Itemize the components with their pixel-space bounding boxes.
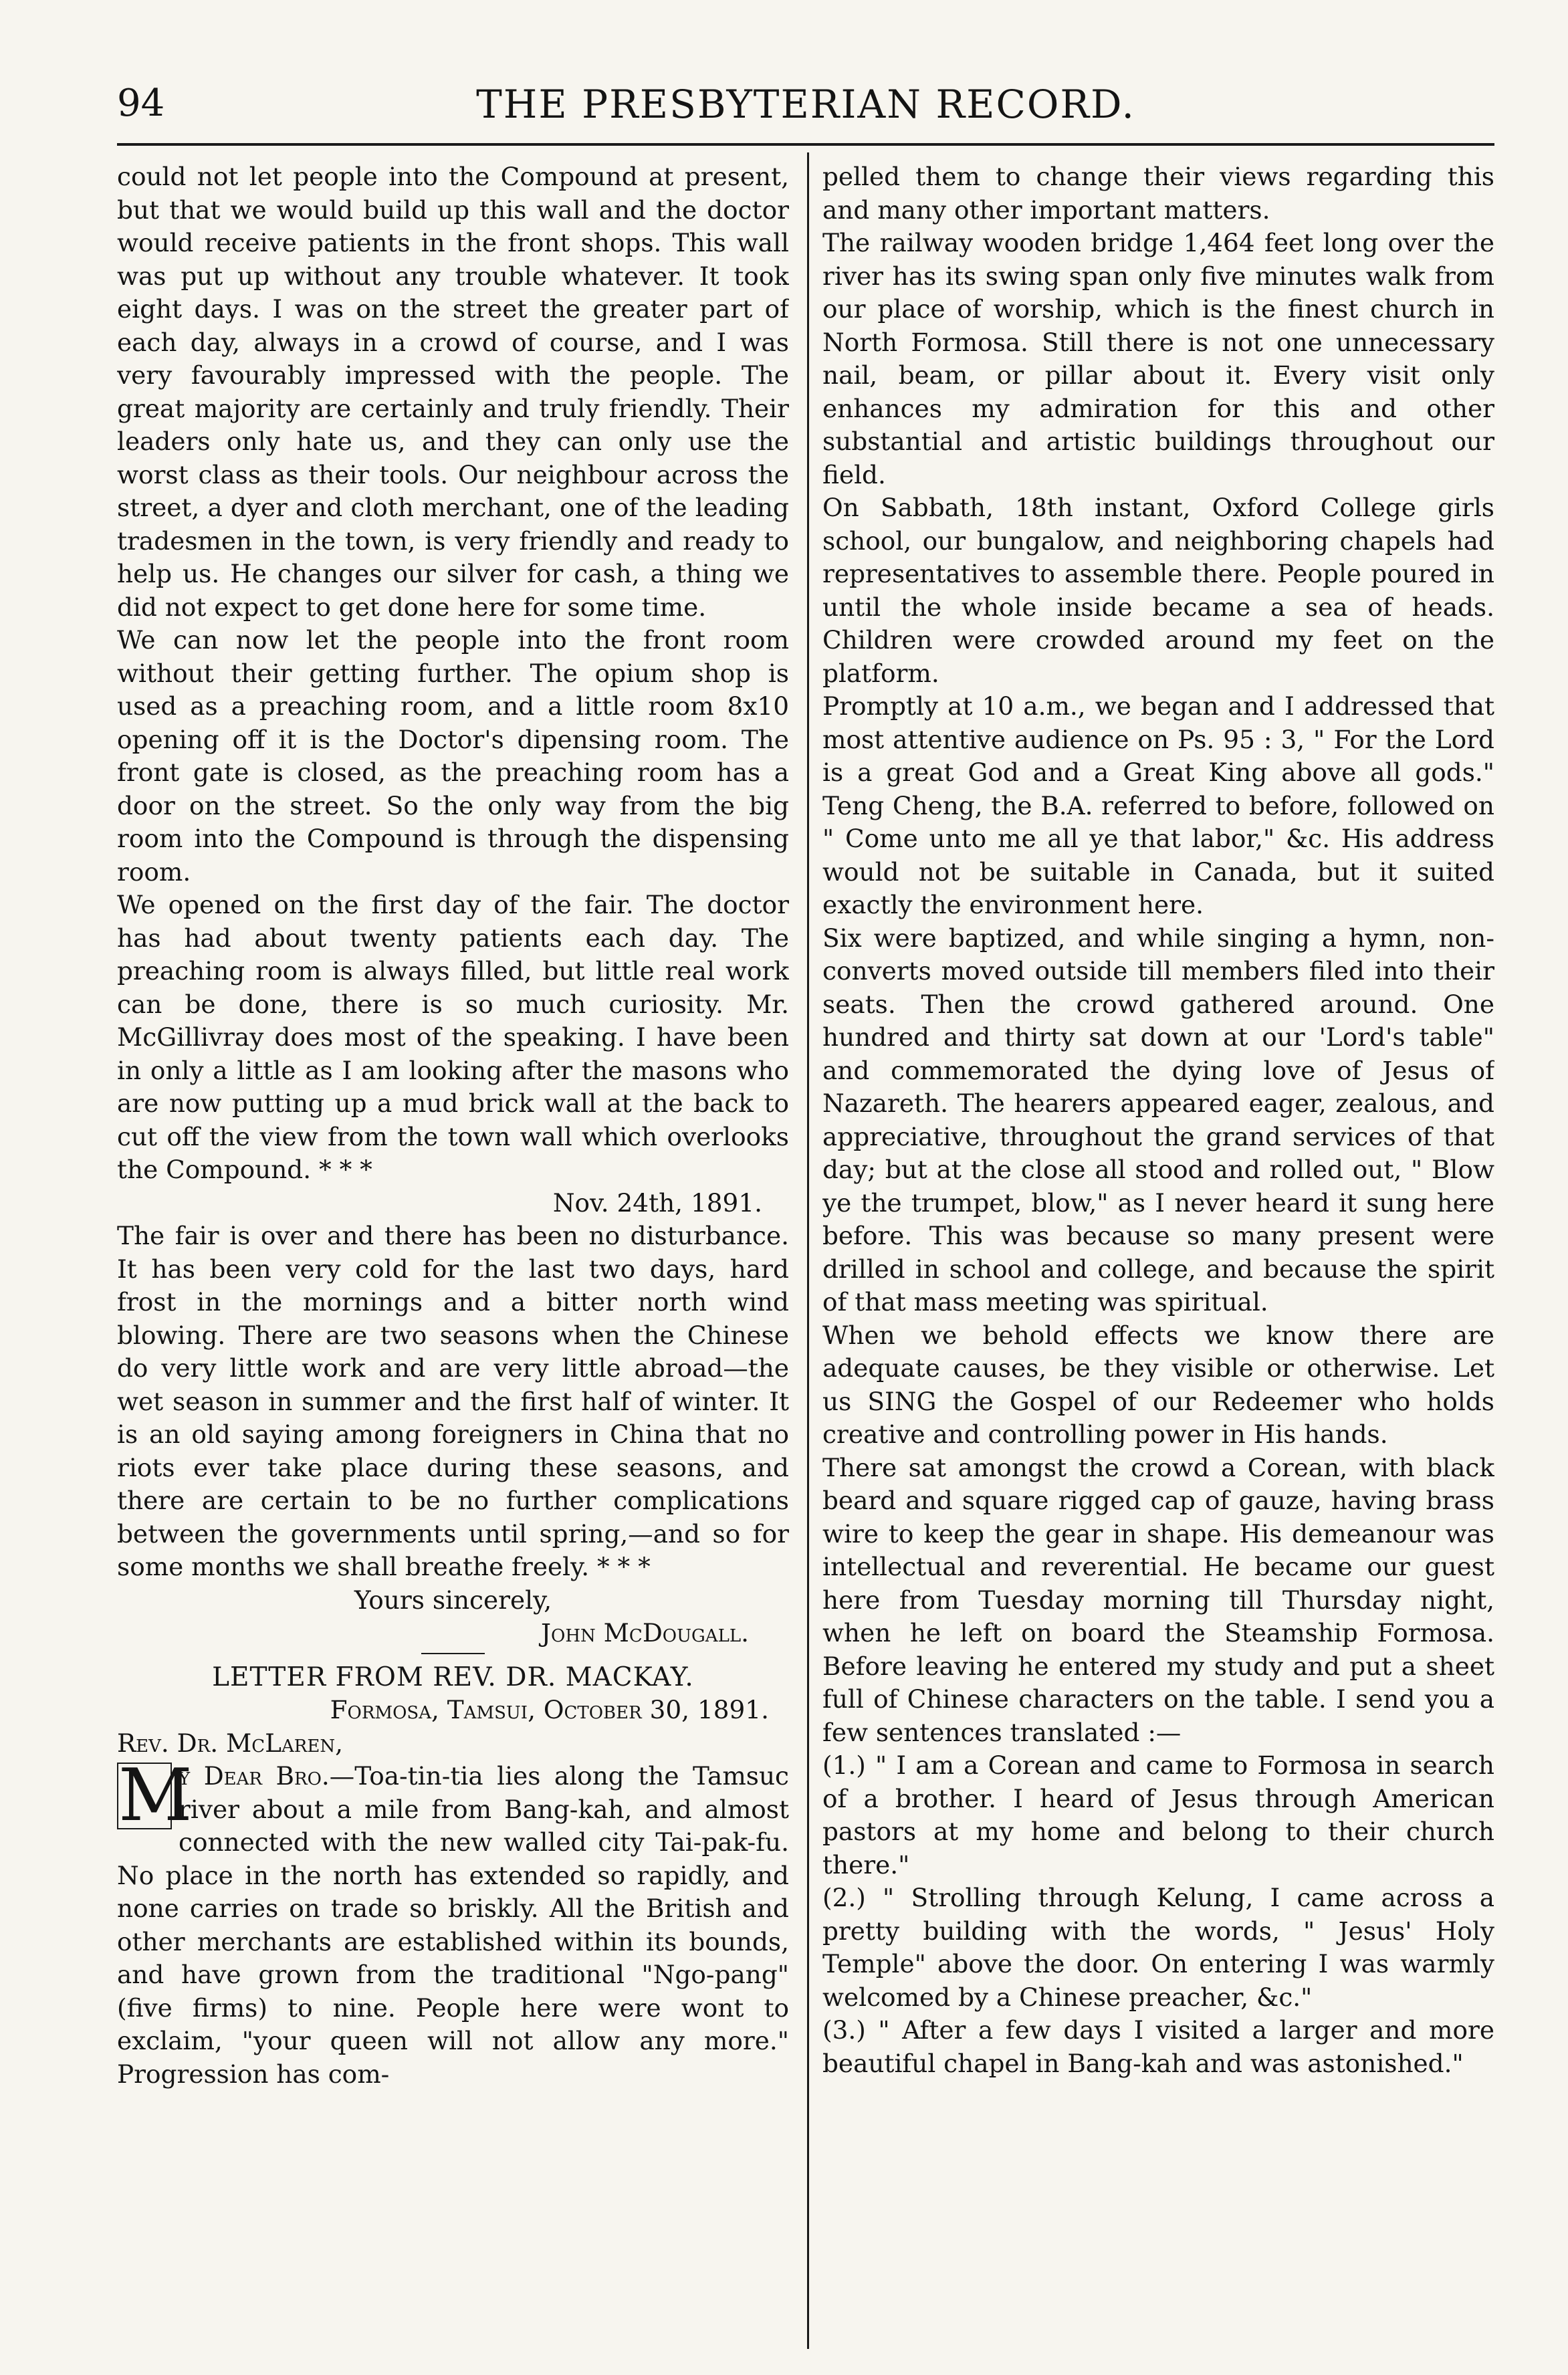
- paragraph-text: Toa-tin-tia lies along the Tamsuc river about a mile from Bang-kah, and almost connected with the new walled city Tai-pak-fu. No place in the north has extended so rapidly, and none carries on trade so briskly. All the British and other merchants are established within its bounds, and have grown from the traditional "Ngo-pang" (five firms) to nine. People here were wont to exclaim, "your queen will not allow any more." Progression has com-: [117, 1761, 789, 2089]
- header-rule: [117, 143, 1494, 146]
- letter-opening-paragraph: [117, 1754, 789, 2091]
- running-title: THE PRESBYTERIAN RECORD.: [476, 82, 1135, 127]
- letter-closing: Yours sincerely,: [354, 1585, 552, 1615]
- addressee-text: Rev. Dr. McLaren,: [117, 1728, 343, 1758]
- numbered-quote: (1.) " I am a Corean and came to Formosa in search of a brother. I heard of Jesus through American pastors at my home and belong to their church there.": [822, 1750, 1494, 1880]
- paragraph: There sat amongst the crowd a Corean, with black beard and square rigged cap of gauze, having brass wire to keep the gear in shape. His demeanour was intellectual and reverential. He became our guest here from Tuesday morning till Thursday night, when he left on board the Steamship Formosa. Before leaving he entered my study and put a sheet full of Chinese characters on the table. I send you a few sentences translated :—: [822, 1452, 1494, 1747]
- paragraph: Promptly at 10 a.m., we began and I addressed that most attentive audience on Ps. 95 : 3, " For the Lord is a great God and a Great King above all gods." Teng Cheng, the B.A. referred to before, followed on " Come unto me all ye that labor," &c. His address would not be suitable in Canada, but it suited exactly the environment here.: [822, 691, 1494, 919]
- page-number: 94: [117, 82, 165, 125]
- paragraph: On Sabbath, 18th instant, Oxford College girls school, our bungalow, and neighboring chapels had representatives to assemble there. People poured in until the whole inside became a sea of heads. Children were crowded around my feet on the platform.: [822, 493, 1494, 688]
- left-column: [117, 160, 789, 2360]
- salutation: y Dear Bro.—: [179, 1761, 355, 1791]
- dateline: Nov. 24th, 1891.: [552, 1188, 762, 1218]
- section-divider: [421, 1653, 485, 1654]
- paragraph: could not let people into the Compound at present, but that we would build up this wall and the doctor would receive patients in the front shops. This wall was put up without any trouble whatever. It took eight days. I was on the street the greater part of each day, always in a crowd of course, and I was very favourably impressed with the people. The great majority are certainly and truly friendly. Their leaders only hate us, and they can only use the worst class as their tools. Our neighbour across the street, a dyer and cloth merchant, one of the leading tradesmen in the town, is very friendly and ready to help us. He changes our silver for cash, a thing we did not expect to get done here for some time.: [117, 162, 789, 622]
- paragraph: pelled them to change their views regarding this and many other important matters.: [822, 162, 1494, 225]
- letter-title: LETTER FROM REV. DR. MACKAY.: [212, 1662, 694, 1692]
- page-header: [117, 64, 1494, 137]
- paragraph: Six were baptized, and while singing a hymn, non-converts moved outside till members filed into their seats. Then the crowd gathered around. One hundred and thirty sat down at our 'Lord's table" and commemorated the dying love of Jesus of Nazareth. The hearers appeared eager, zealous, and appreciative, throughout the grand services of that day; but at the close all stood and rolled out, " Blow ye the trumpet, blow," as I never heard it sung here before. This was because so many present were drilled in school and college, and because the spirit of that mass meeting was spiritual.: [822, 923, 1494, 1317]
- paragraph: We can now let the people into the front room without their getting further. The opium shop is used as a preaching room, and a little room 8x10 opening off it is the Doctor's dipensing room. The front gate is closed, as the preaching room has a door on the street. So the only way from the big room into the Compound is through the dispensing room.: [117, 625, 789, 887]
- paragraph: When we behold effects we know there are adequate causes, be they visible or otherwise. Let us SING the Gospel of our Redeemer who holds creative and controlling power in His hands.: [822, 1320, 1494, 1449]
- paragraph: The railway wooden bridge 1,464 feet long over the river has its swing span only five minutes walk from our place of worship, which is the finest church in North Formosa. Still there is not one unnecessary nail, beam, or pillar about it. Every visit only enhances my admiration for this and other substantial and artistic buildings throughout our field.: [822, 228, 1494, 489]
- letter-place-date: [117, 1694, 789, 1727]
- paragraph: We opened on the first day of the fair. The doctor has had about twenty patients each day. The preaching room is always filled, but little real work can be done, there is so much curiosity. Mr. McGillivray does most of the speaking. I have been in only a little as I am looking after the masons who are now putting up a mud brick wall at the back to cut off the view from the town wall which overlooks the Compound. * * *: [117, 890, 789, 1184]
- paragraph: The fair is over and there has been no disturbance. It has been very cold for the last two days, hard frost in the mornings and a bitter north wind blowing. There are two seasons when the Chinese do very little work and are very little abroad—the wet season in summer and the first half of winter. It is an old saying among foreigners in China that no riots ever take place during these seasons, and there are certain to be no further complications between the governments until spring,—and so for some months we shall breathe freely. * * *: [117, 1221, 789, 1581]
- letter-place-text: Formosa, Tamsui, October 30, 1891.: [330, 1695, 769, 1724]
- addressee: [117, 1727, 789, 1761]
- column-divider: [807, 152, 809, 2349]
- drop-cap: M: [118, 1754, 193, 1837]
- numbered-quote: (3.) " After a few days I visited a larger and more beautiful chapel in Bang-kah and was astonished.": [822, 2015, 1494, 2078]
- right-column: [822, 160, 1494, 2360]
- signature: John McDougall.: [541, 1618, 749, 1648]
- numbered-quote: (2.) " Strolling through Kelung, I came across a pretty building with the words, " Jesus' Holy Temple" above the door. On entering I was warmly welcomed by a Chinese preacher, &c.": [822, 1883, 1494, 2012]
